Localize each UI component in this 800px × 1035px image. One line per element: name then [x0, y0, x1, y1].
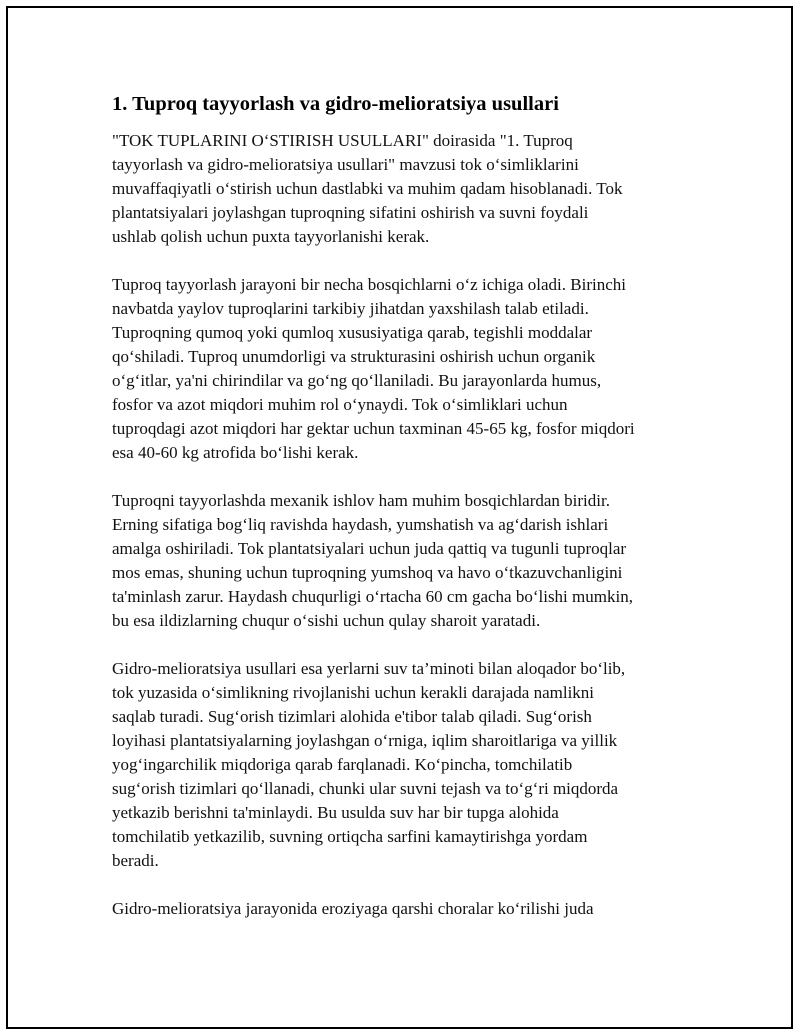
text-line: sug‘orish tizimlari qo‘llanadi, chunki ular suvni tejash va to‘g‘ri miqdorda	[112, 779, 619, 798]
paragraph-hydro-melioration	[112, 657, 684, 873]
text-line: ushlab qolish uchun puxta tayyorlanishi kerak.	[112, 227, 430, 246]
text-line: Tuproqni tayyorlashda mexanik ishlov ham muhim bosqichlardan biridir.	[112, 491, 610, 510]
text-line: fosfor va azot miqdori muhim rol o‘ynaydi. Tok o‘simliklari uchun	[112, 395, 568, 414]
text-line: muvaffaqiyatli o‘stirish uchun dastlabki va muhim qadam hisoblanadi. Tok	[112, 179, 623, 198]
text-line: Tuproqning qumoq yoki qumloq xususiyatiga qarab, tegishli moddalar	[112, 323, 593, 342]
paragraph-soil-preparation	[112, 273, 684, 465]
text-line: Gidro-melioratsiya jarayonida eroziyaga qarshi choralar ko‘rilishi juda	[112, 899, 594, 918]
text-line: yetkazib berishni ta'minlaydi. Bu usulda suv har bir tupga alohida	[112, 803, 559, 822]
text-line: esa 40-60 kg atrofida bo‘lishi kerak.	[112, 443, 359, 462]
text-line: mos emas, shuning uchun tuproqning yumshoq va havo o‘tkazuvchanligini	[112, 563, 623, 582]
text-line: qo‘shiladi. Tuproq unumdorligi va strukturasini oshirish uchun organik	[112, 347, 596, 366]
text-line: amalga oshiriladi. Tok plantatsiyalari uchun juda qattiq va tugunli tuproqlar	[112, 539, 627, 558]
document-body	[112, 90, 684, 921]
paragraph-intro	[112, 129, 684, 249]
paragraph-mechanical-treatment	[112, 489, 684, 633]
text-line: plantatsiyalari joylashgan tuproqning sifatini oshirish va suvni foydali	[112, 203, 589, 222]
paragraph-erosion	[112, 897, 684, 921]
text-line: yog‘ingarchilik miqdoriga qarab farqlanadi. Ko‘pincha, tomchilatib	[112, 755, 573, 774]
text-line: Tuproq tayyorlash jarayoni bir necha bosqichlarni o‘z ichiga oladi. Birinchi	[112, 275, 626, 294]
text-line: "TOK TUPLARINI O‘STIRISH USULLARI" doirasida "1. Tuproq	[112, 131, 573, 150]
text-line: saqlab turadi. Sug‘orish tizimlari alohida e'tibor talab qiladi. Sug‘orish	[112, 707, 592, 726]
text-line: loyihasi plantatsiyalarning joylashgan o‘rniga, iqlim sharoitlariga va yillik	[112, 731, 618, 750]
text-line: beradi.	[112, 851, 159, 870]
text-line: o‘g‘itlar, ya'ni chirindilar va go‘ng qo‘llaniladi. Bu jarayonlarda humus,	[112, 371, 602, 390]
text-line: tayyorlash va gidro-melioratsiya usullari" mavzusi tok o‘simliklarini	[112, 155, 579, 174]
text-line: Gidro-melioratsiya usullari esa yerlarni suv ta’minoti bilan aloqador bo‘lib,	[112, 659, 626, 678]
text-line: tuproqdagi azot miqdori har gektar uchun taxminan 45-65 kg, fosfor miqdori	[112, 419, 635, 438]
text-line: navbatda yaylov tuproqlarini tarkibiy jihatdan yaxshilash talab etiladi.	[112, 299, 589, 318]
text-line: tok yuzasida o‘simlikning rivojlanishi uchun kerakli darajada namlikni	[112, 683, 595, 702]
section-heading: 1. Tuproq tayyorlash va gidro-melioratsiya usullari	[112, 93, 559, 115]
text-line: ta'minlash zarur. Haydash chuqurligi o‘rtacha 60 cm gacha bo‘lishi mumkin,	[112, 587, 633, 606]
text-line: tomchilatib yetkazilib, suvning ortiqcha sarfini kamaytirishga yordam	[112, 827, 588, 846]
text-line: bu esa ildizlarning chuqur o‘sishi uchun qulay sharoit yaratadi.	[112, 611, 541, 630]
text-line: Erning sifatiga bog‘liq ravishda haydash, yumshatish va ag‘darish ishlari	[112, 515, 609, 534]
